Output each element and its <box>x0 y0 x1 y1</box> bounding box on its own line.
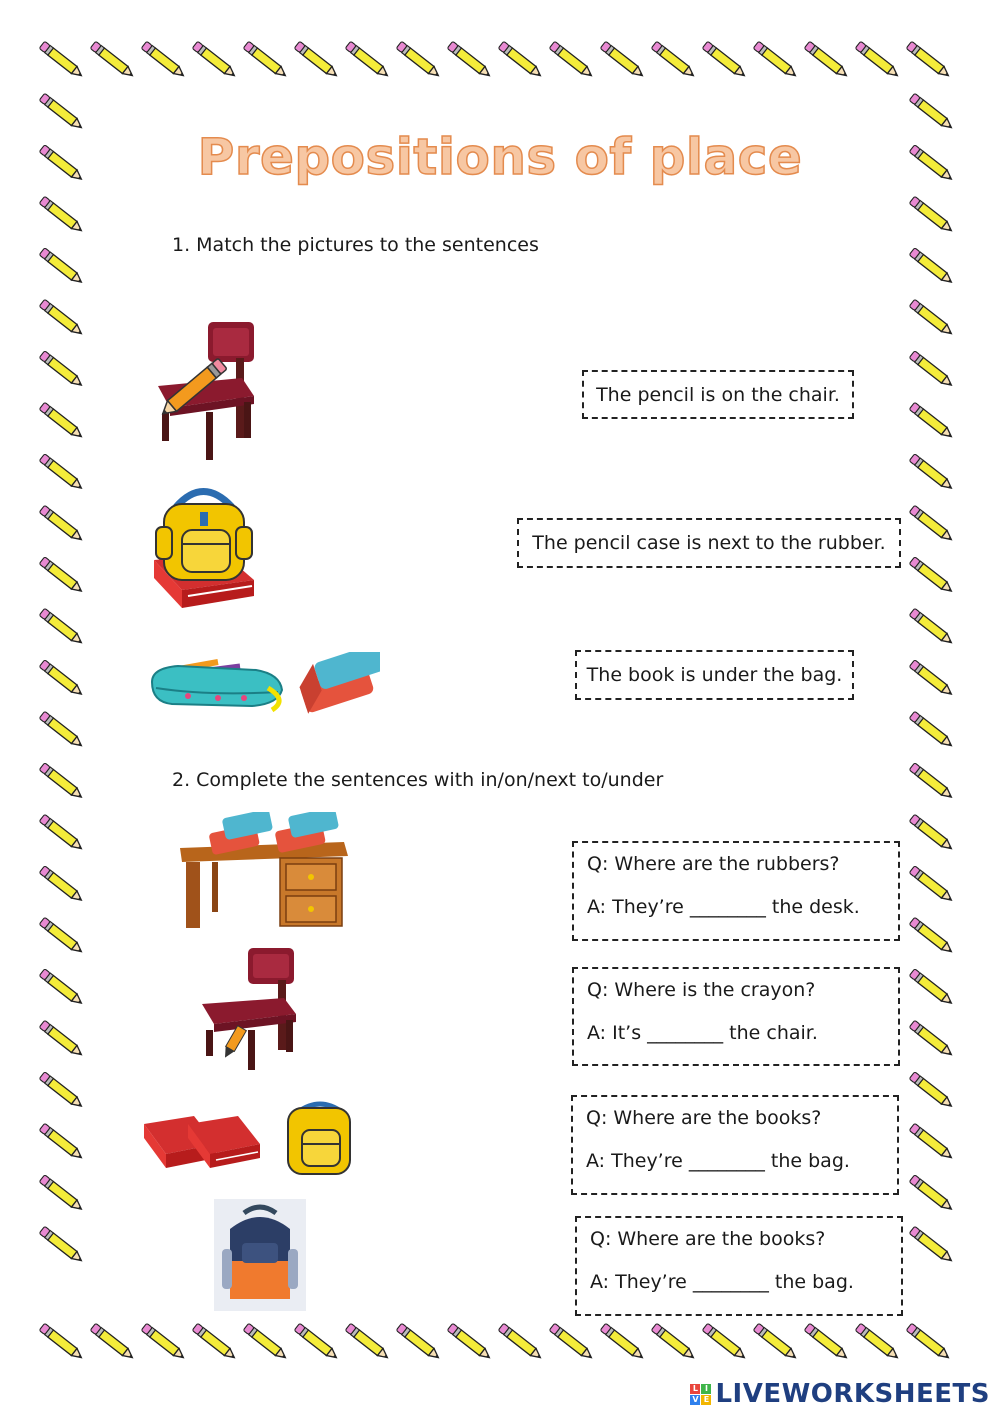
pencil-border-icon <box>909 1020 954 1058</box>
match-sentence-2-text: The pencil case is next to the rubber. <box>532 532 886 554</box>
answer-3-text[interactable]: A: They’re ________ the bag. <box>586 1150 850 1172</box>
pencil-border-icon <box>39 866 84 904</box>
pencil-border-icon <box>141 1323 186 1361</box>
pencil-border-icon <box>702 41 747 79</box>
liveworksheets-logo-icon <box>690 1384 711 1405</box>
pencil-border-icon <box>39 196 84 234</box>
pencil-border-icon <box>549 41 594 79</box>
pencil-border-icon <box>39 1123 84 1161</box>
pencil-border-icon <box>909 299 954 337</box>
pencil-border-icon <box>804 41 849 79</box>
pencil-border-icon <box>909 557 954 595</box>
pencil-border-icon <box>192 1323 237 1361</box>
pencil-border-icon <box>39 505 84 543</box>
pencil-border-icon <box>909 93 954 131</box>
backpack-icon <box>214 1199 306 1311</box>
pencil-border-icon <box>39 93 84 131</box>
pencil-border-icon <box>243 1323 288 1361</box>
pencil-border-icon <box>39 763 84 801</box>
pencil-border-icon <box>600 41 645 79</box>
brand-name: LIVEWORKSHEETS <box>715 1379 990 1409</box>
pencil-border-icon <box>909 763 954 801</box>
pencil-border-icon <box>498 1323 543 1361</box>
pencil-border-icon <box>909 814 954 852</box>
books-next-to-bag-icon <box>142 1100 358 1178</box>
question-box-4 <box>575 1216 903 1316</box>
logo-letter-l: L <box>690 1384 700 1394</box>
pencil-border-icon <box>909 1123 954 1161</box>
pencil-border-icon <box>39 608 84 646</box>
pencil-border-icon <box>39 814 84 852</box>
pencil-border-icon <box>753 1323 798 1361</box>
pencil-border-icon <box>498 41 543 79</box>
question-1-text: Q: Where are the rubbers? <box>587 853 840 875</box>
pencil-border-icon <box>804 1323 849 1361</box>
pencil-border-icon <box>909 351 954 389</box>
pencil-border-icon <box>651 41 696 79</box>
pencil-border-icon <box>909 608 954 646</box>
logo-letter-i: I <box>701 1384 711 1394</box>
pencil-border-icon <box>909 1072 954 1110</box>
instruction-1: 1. Match the pictures to the sentences <box>172 234 539 256</box>
pencil-border-icon <box>39 557 84 595</box>
pencil-border-icon <box>909 660 954 698</box>
logo-letter-e: E <box>701 1395 711 1405</box>
match-sentence-3[interactable] <box>575 650 854 700</box>
pencil-border-icon <box>90 1323 135 1361</box>
pencil-border-icon <box>39 1226 84 1264</box>
question-4-text: Q: Where are the books? <box>590 1228 826 1250</box>
question-3-text: Q: Where are the books? <box>586 1107 822 1129</box>
pencil-border-icon <box>600 1323 645 1361</box>
answer-2-text[interactable]: A: It’s ________ the chair. <box>587 1022 818 1044</box>
pencil-border-icon <box>549 1323 594 1361</box>
pencil-border-icon <box>909 454 954 492</box>
pencil-border-icon <box>447 1323 492 1361</box>
pencil-border-icon <box>39 1175 84 1213</box>
instruction-2: 2. Complete the sentences with in/on/next to/under <box>172 769 664 791</box>
pencil-border-icon <box>909 248 954 286</box>
logo-letter-v: V <box>692 1394 699 1404</box>
pencil-border-icon <box>345 1323 390 1361</box>
pencil-border-icon <box>39 41 84 79</box>
answer-1-text[interactable]: A: They’re ________ the desk. <box>587 896 860 918</box>
match-sentence-3-text: The book is under the bag. <box>586 664 843 686</box>
chair-with-crayon-icon <box>198 946 302 1074</box>
page-title: Prepositions of place <box>197 128 803 186</box>
question-2-text: Q: Where is the crayon? <box>587 979 816 1001</box>
liveworksheets-logo[interactable] <box>690 1379 990 1409</box>
pencil-border-icon <box>141 41 186 79</box>
match-sentence-1-text: The pencil is on the chair. <box>596 383 840 406</box>
match-sentence-2[interactable] <box>517 518 901 568</box>
pencil-border-icon <box>909 1175 954 1213</box>
pencil-border-icon <box>396 1323 441 1361</box>
pencil-border-icon <box>909 1226 954 1264</box>
pencil-border-icon <box>90 41 135 79</box>
pencil-border-icon <box>39 917 84 955</box>
chair-with-pencil-icon <box>150 318 260 463</box>
pencil-border-icon <box>294 41 339 79</box>
pencil-border-icon <box>447 41 492 79</box>
pencil-border-icon <box>909 917 954 955</box>
pencil-border-icon <box>39 454 84 492</box>
pencil-border-icon <box>855 41 900 79</box>
pencil-border-icon <box>39 1020 84 1058</box>
answer-4-text[interactable]: A: They’re ________ the bag. <box>590 1271 854 1293</box>
pencil-border-icon <box>906 1323 951 1361</box>
pencil-border-icon <box>396 41 441 79</box>
question-box-3 <box>571 1095 899 1195</box>
pencil-border-icon <box>909 402 954 440</box>
pencil-case-and-eraser-icon <box>148 652 380 716</box>
pencil-border-icon <box>39 1072 84 1110</box>
pencil-border-icon <box>909 711 954 749</box>
pencil-border-icon <box>651 1323 696 1361</box>
pencil-border-icon <box>909 505 954 543</box>
pencil-border-icon <box>192 41 237 79</box>
pencil-border-icon <box>753 41 798 79</box>
pencil-border-icon <box>39 1323 84 1361</box>
pencil-border-icon <box>909 866 954 904</box>
pencil-border-icon <box>855 1323 900 1361</box>
pencil-border-icon <box>39 248 84 286</box>
pencil-border-icon <box>909 969 954 1007</box>
desk-with-rubbers-icon <box>176 812 352 932</box>
pencil-border-icon <box>39 402 84 440</box>
pencil-border-icon <box>909 196 954 234</box>
pencil-border-icon <box>294 1323 339 1361</box>
pencil-border-icon <box>39 969 84 1007</box>
pencil-border-icon <box>39 660 84 698</box>
bag-on-book-icon <box>148 482 260 617</box>
pencil-border-icon <box>39 351 84 389</box>
pencil-border-icon <box>39 299 84 337</box>
pencil-border-icon <box>702 1323 747 1361</box>
question-box-1 <box>572 841 900 941</box>
match-sentence-1[interactable] <box>582 370 854 419</box>
pencil-border-icon <box>39 711 84 749</box>
pencil-border-icon <box>906 41 951 79</box>
pencil-border-icon <box>243 41 288 79</box>
pencil-border-icon <box>345 41 390 79</box>
question-box-2 <box>572 967 900 1066</box>
